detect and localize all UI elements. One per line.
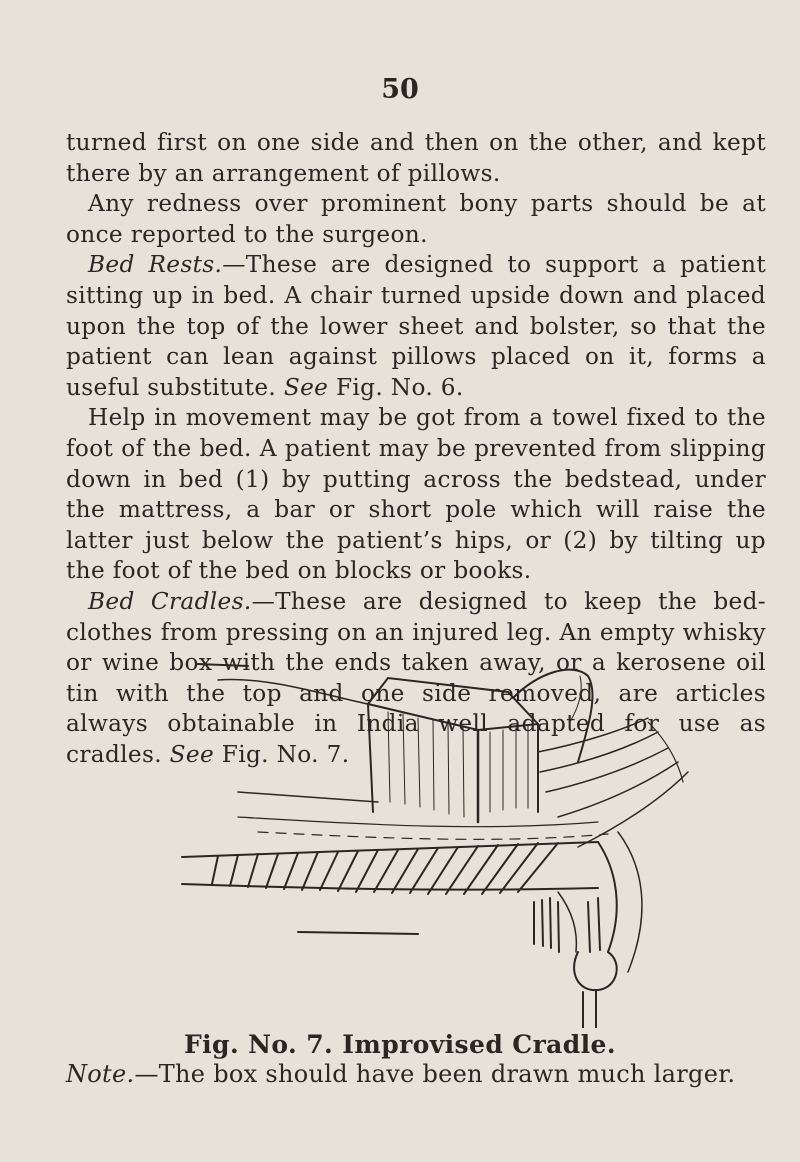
paragraph-text: —These are designed to keep the bed-clothes from pressing on an injured leg. An empty whisky or wine box with the ends taken away, or a kerosene oil tin with the top and one side removed, are articles always obtainable in India well adapted for use as cradles. bbox=[66, 587, 766, 768]
cradle-drawing bbox=[178, 652, 718, 1028]
section-lead: Bed Rests. bbox=[88, 251, 223, 279]
paragraph bbox=[66, 250, 766, 403]
paragraph-text: Help in movement may be got from a towel fixed to the foot of the bed. A patient may be prevented from slipping down in bed (1) by putting across the bedstead, under the mattress, a bar or short pole which will raise the latter just below the patient’s hips, or (2) by tilting up the foot of the bed on blocks or books. bbox=[66, 404, 766, 585]
see-reference: See bbox=[283, 373, 329, 401]
section-lead: Bed Cradles. bbox=[88, 587, 252, 615]
figure-reference: Fig. No. 6. bbox=[328, 373, 464, 401]
note-text: —The box should have been drawn much larger. bbox=[134, 1060, 736, 1088]
note-lead: Note. bbox=[66, 1060, 135, 1088]
see-reference: See bbox=[169, 740, 215, 768]
figure-reference: Fig. No. 7. bbox=[214, 740, 350, 768]
paragraph-text: turned first on one side and then on the other, and kept there by an arrangement of pillows. bbox=[66, 129, 766, 187]
figure-caption: Fig. No. 7. Improvised Cradle. bbox=[184, 1030, 616, 1059]
paragraph-text: Any redness over prominent bony parts should be at once reported to the surgeon. bbox=[66, 190, 766, 248]
figure-note bbox=[66, 1060, 766, 1088]
paragraph bbox=[66, 189, 766, 250]
paragraph-text: —These are designed to support a patient sitting up in bed. A chair turned upside down and placed upon the top of the lower sheet and bolster, so that the patient can lean against pillows placed on it, forms a useful substitute. bbox=[66, 251, 766, 401]
paragraph bbox=[66, 128, 766, 189]
paragraph bbox=[66, 403, 766, 587]
page-number: 50 bbox=[381, 74, 419, 105]
cradle-illustration bbox=[178, 652, 718, 1028]
